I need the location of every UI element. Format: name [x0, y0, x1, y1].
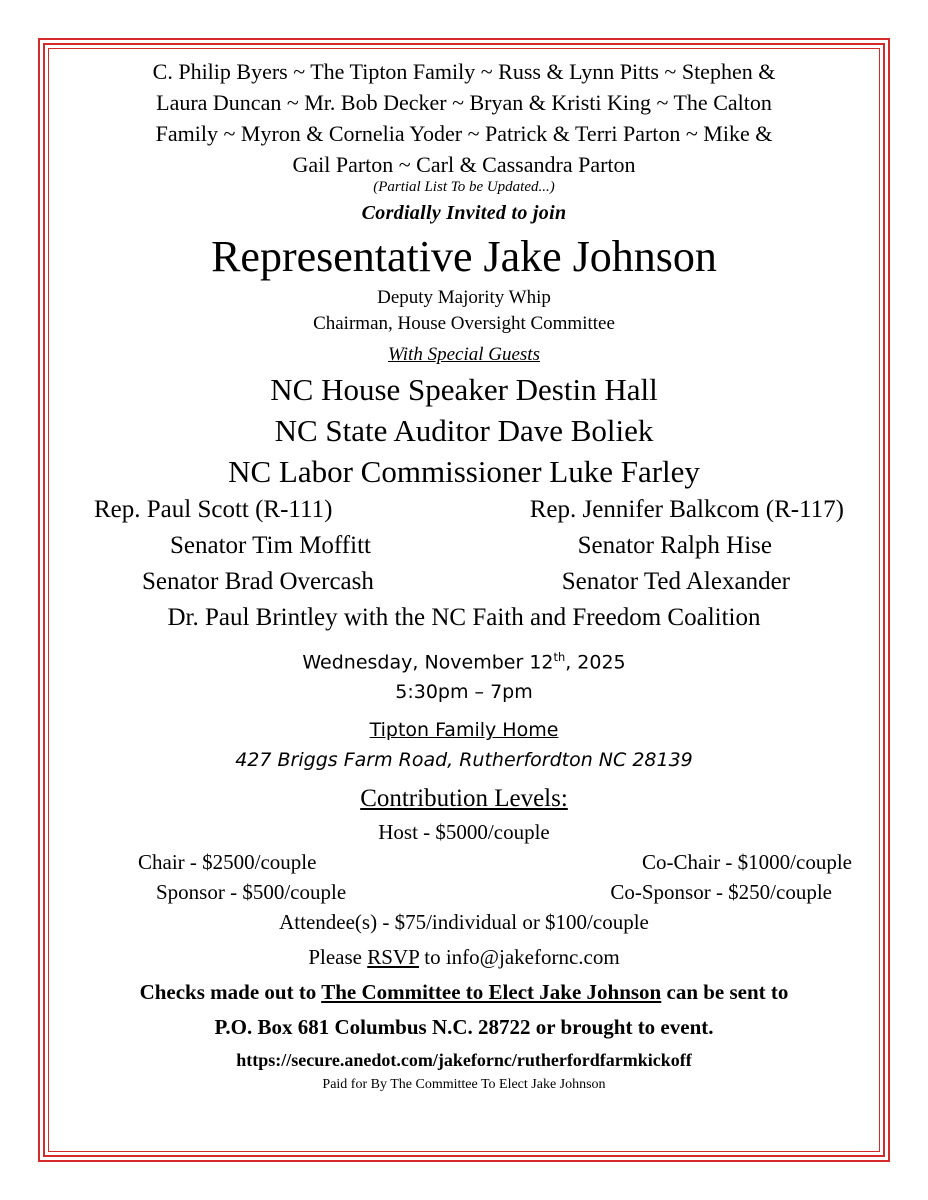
additional-guest: Dr. Paul Brintley with the NC Faith and Freedom Coalition [167, 604, 761, 631]
role-deputy-whip: Deputy Majority Whip [377, 287, 551, 308]
host-line: C. Philip Byers ~ The Tipton Family ~ Russ & Lynn Pitts ~ Stephen & [152, 59, 776, 84]
rsvp-email[interactable]: to info@jakefornc.com [418, 945, 620, 970]
guest-name: Senator Tim Moffitt [170, 532, 371, 559]
contribution-co-sponsor: Co-Sponsor - $250/couple [610, 880, 832, 905]
guest-pair-row [62, 528, 866, 564]
guest-pair-row [62, 492, 866, 528]
event-address: 427 Briggs Farm Road, Rutherfordton NC 28139 [235, 749, 693, 772]
guest-name: Senator Brad Overcash [142, 568, 374, 595]
event-date: Wednesday, November 12th, 2025 [302, 650, 626, 674]
host-committee-list [62, 56, 866, 197]
contribution-levels-heading: Contribution Levels: [360, 785, 568, 813]
donation-url[interactable]: https://secure.anedot.com/jakefornc/rutherfordfarmkickoff [236, 1050, 692, 1071]
cordially-invited: Cordially Invited to join [361, 202, 567, 224]
paid-for-disclaimer: Paid for By The Committee To Elect Jake Johnson [322, 1077, 606, 1093]
featured-guest: NC House Speaker Destin Hall [270, 372, 658, 407]
page-title: Representative Jake Johnson [211, 232, 717, 281]
role-chairman: Chairman, House Oversight Committee [313, 313, 615, 334]
host-line: Laura Duncan ~ Mr. Bob Decker ~ Bryan & Kristi King ~ The Calton [156, 90, 772, 115]
special-guests-heading: With Special Guests [388, 344, 540, 365]
contribution-co-chair: Co-Chair - $1000/couple [642, 850, 852, 875]
guest-name: Rep. Paul Scott (R-111) [94, 496, 333, 523]
checks-line: Checks made out to The Committee to Elect Jake Johnson can be sent to [139, 980, 789, 1005]
event-venue: Tipton Family Home [369, 719, 559, 742]
guest-name: Senator Ralph Hise [577, 532, 772, 559]
contribution-host: Host - $5000/couple [378, 820, 550, 845]
invitation-content [62, 56, 866, 1095]
event-time: 5:30pm – 7pm [395, 681, 533, 704]
contribution-chair: Chair - $2500/couple [138, 850, 317, 875]
partial-list-note: (Partial List To be Updated...) [373, 179, 555, 195]
contribution-row [62, 847, 866, 877]
mailing-address: P.O. Box 681 Columbus N.C. 28722 or brought to event. [214, 1015, 714, 1040]
guest-pair-row [62, 564, 866, 600]
guest-name: Rep. Jennifer Balkcom (R-117) [529, 496, 844, 523]
contribution-attendee: Attendee(s) - $75/individual or $100/couple [279, 910, 649, 935]
featured-guest: NC Labor Commissioner Luke Farley [228, 454, 700, 489]
rsvp-line: Please RSVP to info@jakefornc.com [308, 945, 620, 970]
host-line: Family ~ Myron & Cornelia Yoder ~ Patrick & Terri Parton ~ Mike & [155, 121, 773, 146]
contribution-sponsor: Sponsor - $500/couple [156, 880, 347, 905]
host-line: Gail Parton ~ Carl & Cassandra Parton [292, 152, 636, 177]
committee-name: The Committee to Elect Jake Johnson [321, 980, 662, 1005]
guest-name: Senator Ted Alexander [561, 568, 790, 595]
contribution-row [62, 877, 866, 907]
rsvp-link[interactable]: RSVP [367, 945, 419, 970]
featured-guest: NC State Auditor Dave Boliek [274, 413, 654, 448]
